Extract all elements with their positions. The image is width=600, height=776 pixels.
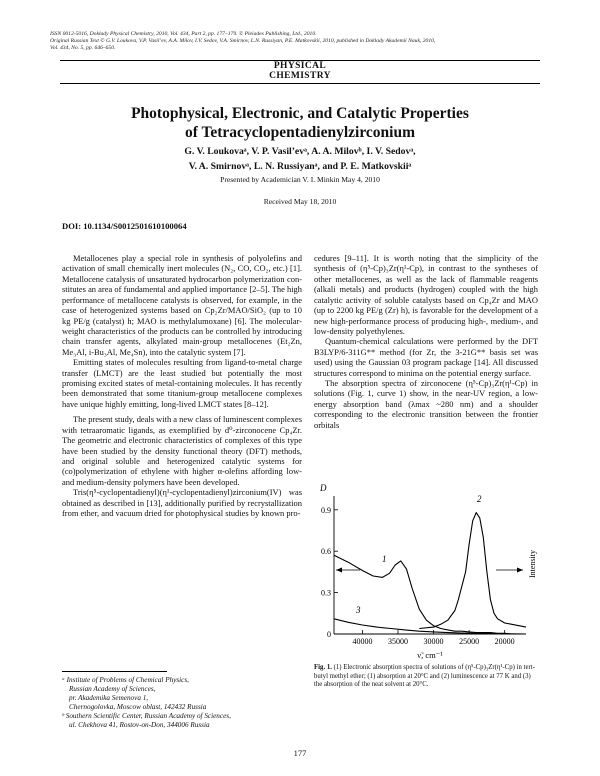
section-rule-bottom bbox=[60, 83, 540, 84]
section-label-2: CHEMISTRY bbox=[269, 71, 331, 81]
doi-label: DOI: 10.1134/S0012501610100064 bbox=[62, 221, 187, 231]
journal-header bbox=[50, 31, 560, 53]
y-axis-label: D bbox=[320, 483, 327, 493]
right-column bbox=[314, 253, 538, 430]
footnote-line: ᵃ Institute of Problems of Chemical Physics, bbox=[62, 676, 189, 684]
curve-3-label: 3 bbox=[356, 605, 361, 615]
journal-header-line-3: Vol. 434, No. 5, pp. 646–650. bbox=[50, 45, 116, 52]
presented-by: Presented by Academician V. I. Minkin May 4, 2010 bbox=[220, 175, 380, 184]
author-line-2: V. A. Smirnovᵃ, L. N. Russiyanᵃ, and P. E. Matkovskiiᵃ bbox=[188, 160, 412, 172]
page-number: 177 bbox=[293, 748, 307, 758]
x-tick-label: 30000 bbox=[423, 637, 444, 646]
curve-2-label: 2 bbox=[477, 494, 482, 504]
footnote-line: Russian Academy of Sciences, bbox=[69, 685, 156, 693]
curve-2-arrow-head bbox=[517, 568, 523, 573]
x-axis-label: ν̃, cm⁻¹ bbox=[417, 650, 443, 660]
footnote-line: pr. Akademika Semenova 1, bbox=[69, 694, 149, 702]
intensity-label: Intensity bbox=[528, 550, 537, 578]
left-paragraph-1: Metallocenes play a special role in synthesis of polyolefins and activation of small chemically inert molecules (N₂, CO, CO₂, etc.) [1]. Metallocene catalysis of unsaturated hydrocarbon polymerization constitutes an area of fundamental and applied importance [2–5]. The high performance of metallocene catalysts is observed, for example, in the case of heterogenized systems based on Cp₂Zr/MAO/SiO₂ (up to 10 kg PE/g (catalyst) h; MAO is methylalumoxane) [6]. The molecular-weight characteristics of the products can be controlled by introducing chain transfer agents, alkylated main-group metallocenes (Et₂Zn, Me₃Al, i-Bu₃Al, Me₄Sn), into the catalytic system [7]. bbox=[62, 253, 302, 357]
right-paragraph-2: Quantum-chemical calculations were performed by the DFT B3LYP/6-311G** method (for Zr, the 3-21G** basis set was used) using the Gaussian 03 program package [14]. All discussed structures correspond to minima on the potential energy surface. bbox=[314, 336, 538, 378]
y-tick-label: 0.3 bbox=[321, 588, 331, 598]
author-line-1: G. V. Loukovaᵃ, V. P. Vasil’evᵃ, A. A. Milovᵇ, I. V. Sedovᵃ, bbox=[184, 146, 416, 157]
footnote-rule bbox=[62, 671, 167, 672]
y-tick-label: 0.9 bbox=[321, 505, 331, 515]
y-tick-label: 0.6 bbox=[321, 547, 331, 557]
x-tick-label: 40000 bbox=[352, 637, 373, 646]
author-list bbox=[40, 145, 560, 174]
left-paragraph-2: Emitting states of molecules resulting from ligand-to-metal charge transfer (LMCT) are the least studied but potentially the most promising excited states of metal-containing molecules. It has recently been demonstrated that some titanium-group metallocene complexes have unique highly emitting, long-lived LMCT states [8–12]. bbox=[62, 357, 302, 409]
section-label-1: PHYSICAL bbox=[273, 61, 327, 71]
x-tick-label: 20000 bbox=[494, 637, 515, 646]
series-line-2 bbox=[419, 513, 526, 629]
caption-label: Fig. 1. bbox=[314, 664, 332, 671]
journal-header-line-1: ISSN 0012-5016, Doklady Physical Chemistry, 2010, Vol. 434, Part 2, pp. 177–179. © Pleiades Publishing, Ltd., 2010. bbox=[50, 31, 317, 37]
article-title-line-2: of Tetracyclopentadienylzirconium bbox=[184, 124, 416, 141]
curve-1-label: 1 bbox=[382, 554, 387, 564]
x-tick-label: 35000 bbox=[388, 637, 408, 646]
series-line-1 bbox=[334, 555, 526, 634]
figure-1-chart bbox=[312, 478, 544, 660]
journal-header-line-2: Original Russian Text © G.V. Loukova, V.P. Vasil’ev, A.A. Milov, I.V. Sedov, V.A. Smirnov, L.N. Russiyan, P.E. Matkovskii, 2010, published in Doklady Akademii Nauk, 2010, bbox=[50, 38, 436, 45]
article-title bbox=[40, 104, 560, 142]
footnote-line: ul. Chekhova 41, Rostov-on-Don, 344006 Russia bbox=[69, 721, 210, 729]
footnote-line: Chernogolovka, Moscow oblast, 142432 Russia bbox=[69, 703, 207, 711]
left-paragraph-3: The present study, deals with a new class of luminescent complexes with tetraaromatic ligands, as exemplified by d⁰-zirconocene Cp₄Zr. The geometric and electronic characteristics of complexes of this type have been studied by the density functional theory (DFT) methods, and original soluble and heterogenized catalytic systems for (co)polymerization of ethylene with higher α-olefins affording low- and medium-density polymers have been developed. bbox=[62, 414, 302, 487]
figure-caption bbox=[314, 664, 538, 690]
y-tick-label: 0 bbox=[327, 630, 331, 639]
caption-text: (1) Electronic absorption spectra of solutions of (η⁵-Cp)₃Zr(η¹-Cp) in tert-butyl methyl ether; (1) absorption at 20°C and (2) luminescence at 77 K and (3) the absorption of the neat solvent at 20°C. bbox=[314, 664, 535, 689]
article-title-line-1: Photophysical, Electronic, and Catalytic Properties bbox=[131, 105, 469, 122]
footnotes bbox=[62, 676, 312, 730]
footnote-line: ᵇ Southern Scientific Center, Russian Academy of Sciences, bbox=[62, 712, 231, 720]
left-paragraph-4: Tris(η⁵-cyclopentadienyl)(η¹-cyclopentadienyl)zirconium(IV) was obtained as described in [13], additionally purified by recrystallization from ether, and vacuum dried for photophysical studies by known pro- bbox=[62, 487, 302, 519]
left-column bbox=[62, 253, 302, 519]
right-paragraph-1: cedures [9–11]. It is worth noting that the simplicity of the synthesis of (η⁵-Cp)₃Zr(η¹-Cp), in contrast to the syntheses of other metallocenes, as well as the lack of flammable reagents (alkali metals) and products (hydrogen) coupled with the high catalytic activity of soluble catalysts based on Cp₄Zr and MAO (up to 2200 kg PE/g (Zr) h), is favorable for the development of a new high-performance process of producing high-, medium-, and low-density polyethylenes. bbox=[314, 253, 538, 336]
curve-1-arrow-head bbox=[336, 568, 342, 573]
x-tick-label: 25000 bbox=[459, 637, 480, 646]
received-date: Received May 18, 2010 bbox=[263, 197, 337, 206]
right-paragraph-3: The absorption spectra of zirconocene (η⁵-Cp)₃Zr(η¹-Cp) in solutions (Fig. 1, curve 1) show, in the near-UV region, a low-energy absorption band (λmax ~280 nm) and a shoulder corresponding to the electronic transition between the frontier orbitals bbox=[314, 378, 538, 430]
